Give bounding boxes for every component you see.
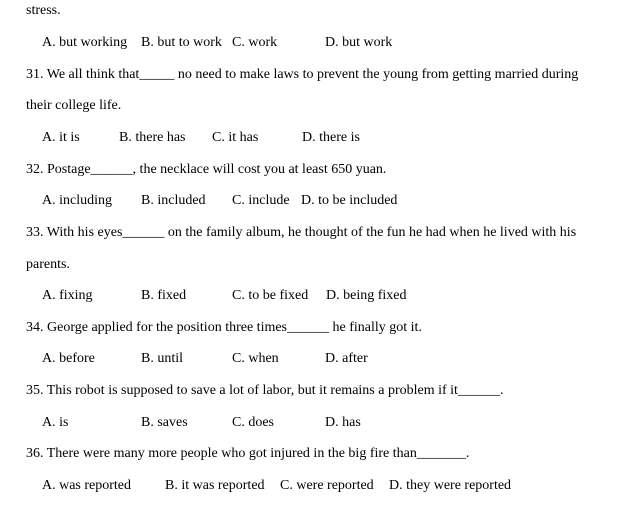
option-c: C. were reported xyxy=(280,478,374,493)
option-c: C. to be fixed xyxy=(232,288,309,303)
option-b: B. fixed xyxy=(141,288,187,303)
question-36-text: 36. There were many more people who got injured in the big fire than_______. xyxy=(26,446,470,461)
option-b: B. there has xyxy=(119,130,186,145)
option-c: C. include xyxy=(232,193,290,208)
question-30-text-end: stress. xyxy=(26,3,61,18)
option-a: A. including xyxy=(42,193,112,208)
option-c: C. when xyxy=(232,351,279,366)
question-32-text: 32. Postage______, the necklace will cost you at least 650 yuan. xyxy=(26,162,387,177)
question-31-text: 31. We all think that_____ no need to make laws to prevent the young from getting married during xyxy=(26,67,579,82)
option-a: A. it is xyxy=(42,130,80,145)
option-b: B. it was reported xyxy=(165,478,265,493)
question-35-text: 35. This robot is supposed to save a lot of labor, but it remains a problem if it______. xyxy=(26,383,504,398)
option-b: B. but to work xyxy=(141,35,222,50)
option-d: D. to be included xyxy=(301,193,398,208)
option-b: B. included xyxy=(141,193,206,208)
option-a: A. is xyxy=(42,415,69,430)
option-d: D. has xyxy=(325,415,361,430)
option-d: D. but work xyxy=(325,35,393,50)
option-d: D. being fixed xyxy=(326,288,407,303)
option-d: D. they were reported xyxy=(389,478,512,493)
option-d: D. after xyxy=(325,351,368,366)
option-a: A. but working xyxy=(42,35,128,50)
option-a: A. was reported xyxy=(42,478,132,493)
option-d: D. there is xyxy=(302,130,360,145)
question-33-text-cont: parents. xyxy=(26,257,70,272)
option-c: C. work xyxy=(232,35,278,50)
option-c: C. it has xyxy=(212,130,259,145)
question-34-text: 34. George applied for the position three times______ he finally got it. xyxy=(26,320,422,335)
option-a: A. fixing xyxy=(42,288,93,303)
option-b: B. saves xyxy=(141,415,188,430)
question-33-text: 33. With his eyes______ on the family album, he thought of the fun he had when he lived with his xyxy=(26,225,577,240)
question-31-text-cont: their college life. xyxy=(26,98,122,113)
option-a: A. before xyxy=(42,351,95,366)
option-c: C. does xyxy=(232,415,274,430)
option-b: B. until xyxy=(141,351,184,366)
